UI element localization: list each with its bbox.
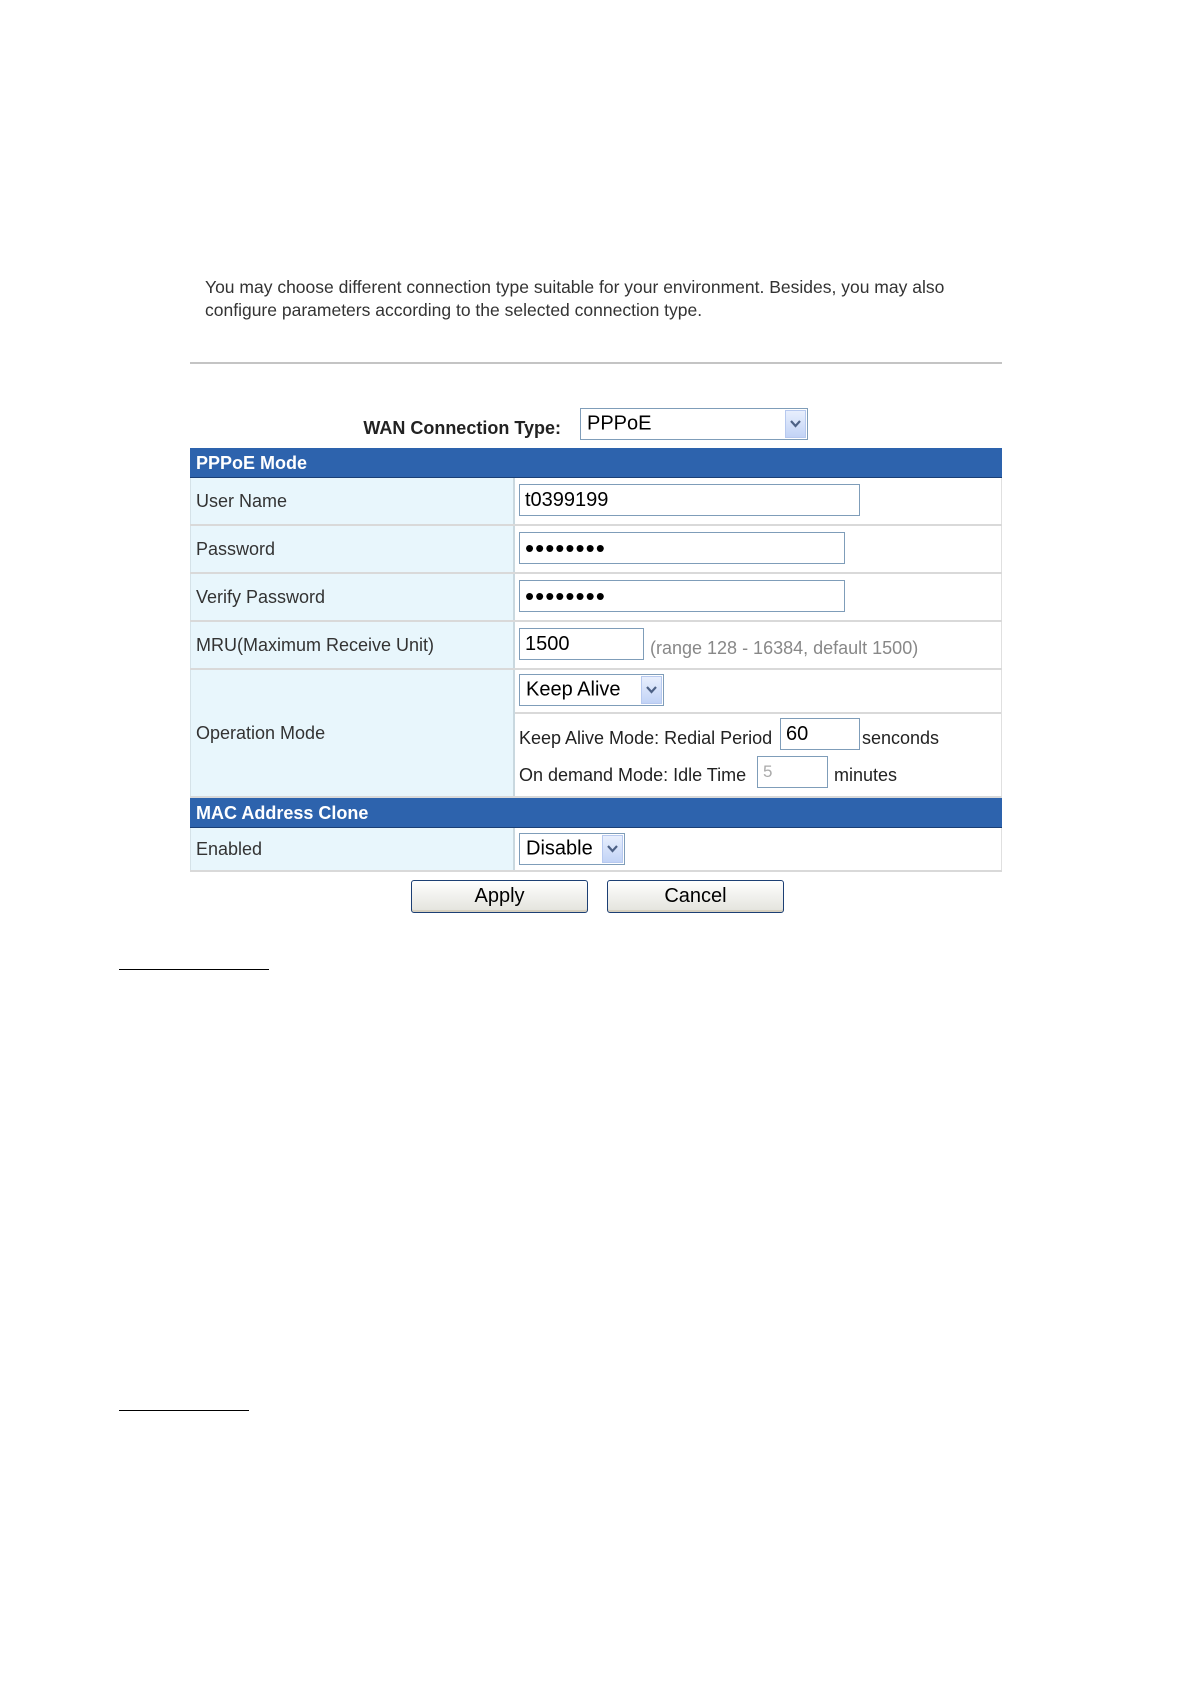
mac-clone-enabled-cell <box>515 828 1002 870</box>
mru-cell <box>515 622 1002 668</box>
mac-address-clone-header: MAC Address Clone <box>190 798 1002 828</box>
pppoe-mode-header: PPPoE Mode <box>190 448 1002 478</box>
password-cell <box>515 526 1002 572</box>
wan-connection-row <box>190 408 1002 442</box>
chevron-down-icon[interactable] <box>641 676 662 704</box>
password-input[interactable]: •••••••• <box>519 532 845 564</box>
mru-input[interactable]: 1500 <box>519 628 644 660</box>
operation-mode-row <box>190 670 1002 798</box>
verify-password-row <box>190 574 1002 622</box>
operation-mode-cell <box>515 670 1002 796</box>
password-row <box>190 526 1002 574</box>
user-name-row <box>190 478 1002 526</box>
keep-alive-label: Keep Alive Mode: Redial Period <box>519 728 773 748</box>
operation-mode-divider <box>515 712 1001 714</box>
cancel-button[interactable]: Cancel <box>607 880 784 913</box>
idle-time-unit: minutes <box>834 765 898 785</box>
password-label: Password <box>190 526 515 572</box>
user-name-label: User Name <box>190 478 515 524</box>
apply-button[interactable]: Apply <box>411 880 588 913</box>
operation-mode-value: Keep Alive <box>526 678 621 701</box>
verify-password-input[interactable]: •••••••• <box>519 580 845 612</box>
mru-label: MRU(Maximum Receive Unit) <box>190 622 515 668</box>
user-name-cell <box>515 478 1002 524</box>
heading-underline-2 <box>119 1410 249 1411</box>
redial-period-input[interactable]: 60 <box>780 718 860 750</box>
wan-connection-type-label: WAN Connection Type: <box>363 418 561 438</box>
mru-range-hint: (range 128 - 16384, default 1500) <box>650 638 919 658</box>
redial-period-unit: senconds <box>862 728 940 748</box>
intro-text: You may choose different connection type suitable for your environment. Besides, you may also configure parameters according to the selected connection type. <box>205 277 945 320</box>
verify-password-label: Verify Password <box>190 574 515 620</box>
divider <box>190 362 1002 364</box>
wan-connection-type-select[interactable] <box>580 408 808 440</box>
mac-clone-enabled-label: Enabled <box>190 828 515 870</box>
operation-mode-label: Operation Mode <box>190 670 515 796</box>
verify-password-cell <box>515 574 1002 620</box>
user-name-input[interactable]: t0399199 <box>519 484 860 516</box>
operation-mode-select[interactable] <box>519 674 664 706</box>
mac-clone-enabled-row <box>190 828 1002 872</box>
mac-clone-enabled-select[interactable] <box>519 833 625 865</box>
pppoe-settings-form <box>190 448 1002 872</box>
chevron-down-icon[interactable] <box>602 835 623 863</box>
mru-row <box>190 622 1002 670</box>
idle-time-input[interactable]: 5 <box>757 756 828 788</box>
chevron-down-icon[interactable] <box>785 410 806 438</box>
mac-clone-enabled-value: Disable <box>526 837 593 860</box>
on-demand-label: On demand Mode: Idle Time <box>519 765 747 785</box>
heading-underline-1 <box>119 969 269 970</box>
wan-connection-type-value: PPPoE <box>587 412 652 435</box>
